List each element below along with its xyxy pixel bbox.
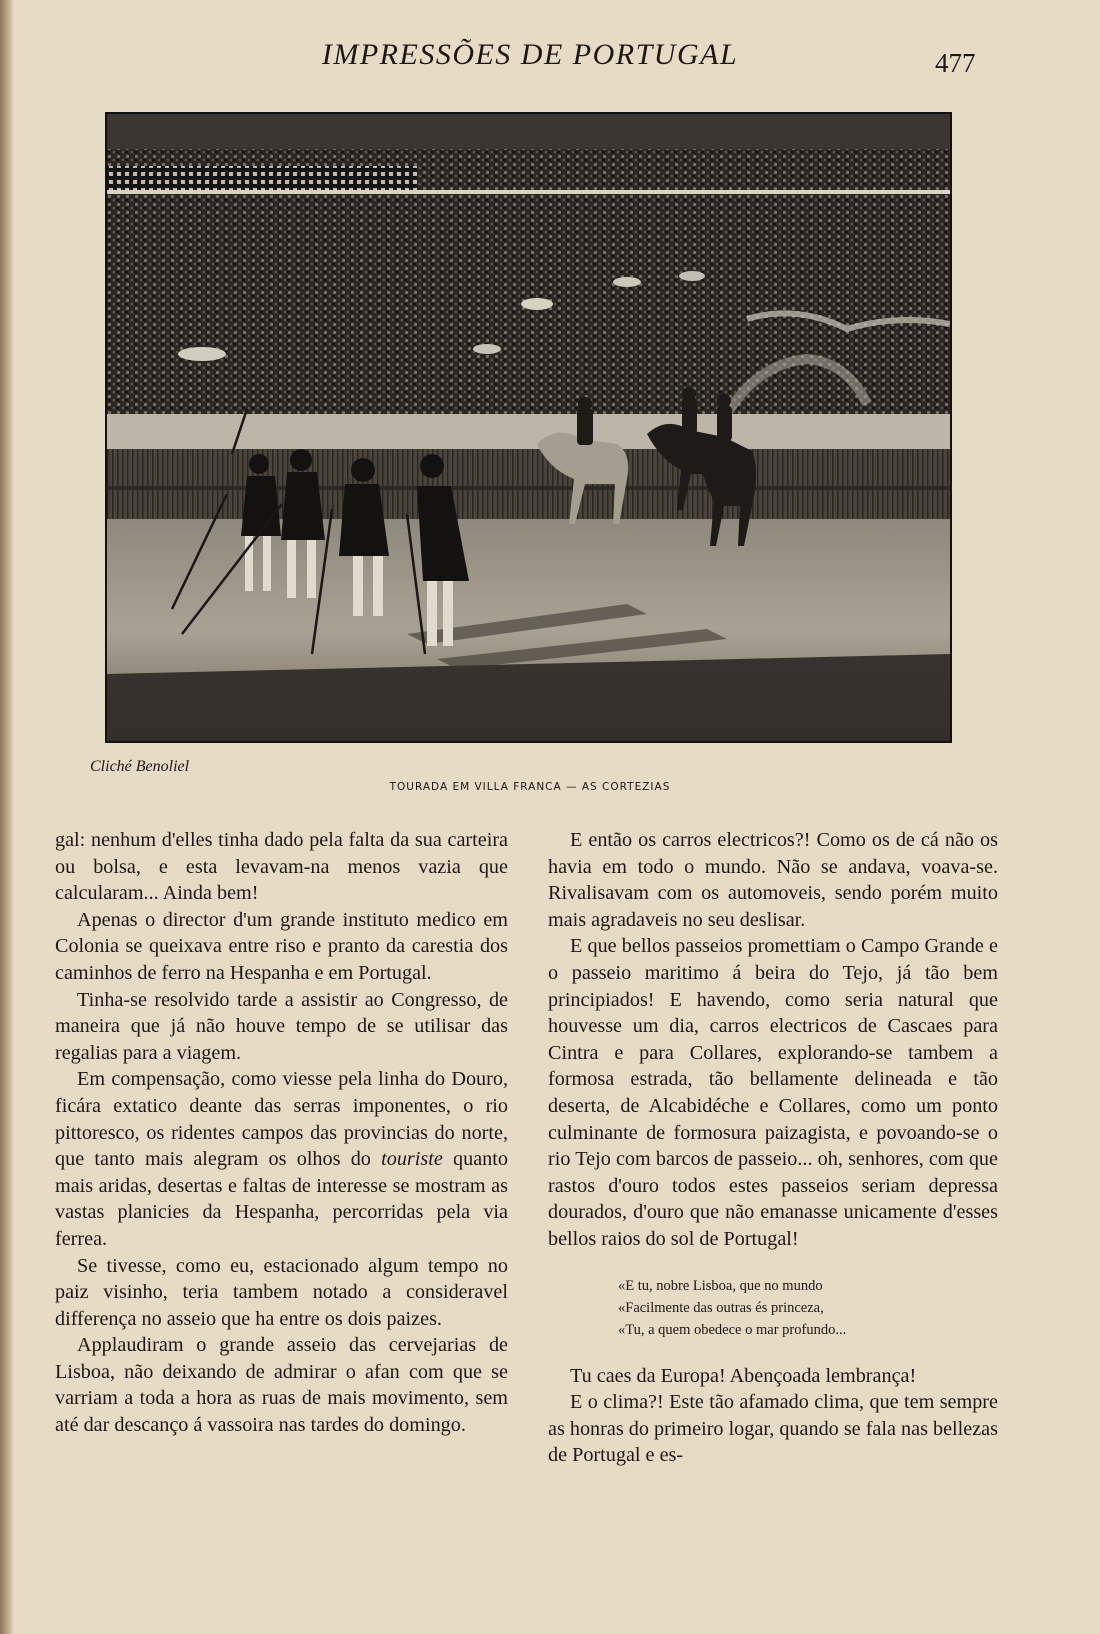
running-title: IMPRESSÕES DE PORTUGAL [321, 38, 739, 71]
paragraph: Apenas o director d'um grande instituto medico em Colonia se queixava entre riso e pranto da carestia dos caminhos de ferro na Hespanha e em Portugal. [55, 908, 508, 984]
left-text-column [55, 827, 508, 1439]
paragraph: E que bellos passeios promettiam o Campo Grande e o passeio maritimo á beira do Tejo, já tão bem principiados! E havendo, como seria natural que houvesse um dia, carros electricos de Cascaes para Cintra e para Collares, explorando-se tambem a formosa estrada, tão bellamente delineada e tão deserta, de Alcabidéche e Collares, como um ponto culminante de formosura paizagista, e povoando-se o rio Tejo com barcos de passeio... oh, senhores, com que rastos d'ouro todos estes passeios seriam depressa dourados, d'ouro que não emanasse unicamente d'esses bellos raios do sol de Portugal! [548, 935, 998, 1250]
photo-credit: Cliché Benoliel [90, 758, 190, 775]
right-text-column [548, 827, 998, 1469]
paragraph-text: quanto mais aridas, desertas e faltas de interesse se mostram as vastas planicies da Hespanha, percorridas pela via ferrea. [55, 1148, 508, 1250]
paragraph: Tu caes da Europa! Abençoada lembrança! [570, 1364, 917, 1387]
page-number: 477 [935, 48, 976, 78]
page-binding-edge [0, 0, 14, 1634]
paragraph: E o clima?! Este tão afamado clima, que tem sempre as honras do primeiro logar, quando se fala nas bellezas de Portugal e es- [548, 1391, 998, 1467]
paragraph-text: Em compensação, como viesse pela linha do Douro, ficára extatico deante das serras imponentes, o rio pittoresco, os ridentes campos das provincias do norte, que tanto mais alegram os olhos do [55, 1068, 508, 1171]
italic-word: touriste [381, 1148, 443, 1171]
paragraph: gal: nenhum d'elles tinha dado pela falta da sua carteira ou bolsa, e esta levavam-na menos vazia que calcularam... Ainda bem! [55, 829, 508, 905]
paragraph: Applaudiram o grande asseio das cervejarias de Lisboa, não deixando de admirar o afan com que se varriam a toda a hora as ruas de mais movimento, sem até dar descanço á vassoira nas tardes do domingo. [55, 1334, 508, 1437]
verse-quotation [618, 1275, 998, 1341]
photo-illustration [107, 114, 950, 741]
bullfight-photograph [105, 112, 952, 743]
verse-line: «Facilmente das outras és princeza, [618, 1299, 824, 1316]
paragraph: Se tivesse, como eu, estacionado algum tempo no paiz visinho, teria tambem notado a consideravel differença no asseio que ha entre os dois paizes. [55, 1254, 508, 1330]
verse-line: «Tu, a quem obedece o mar profundo... [618, 1321, 847, 1338]
paragraph: Tinha-se resolvido tarde a assistir ao Congresso, de maneira que já não houve tempo de se utilisar das regalias para a viagem. [55, 988, 508, 1064]
photo-caption: TOURADA EM VILLA FRANCA — AS CORTEZIAS [389, 781, 671, 793]
paragraph: E então os carros electricos?! Como os de cá não os havia em todo o mundo. Não se andava, voava-se. Rivalisavam com os automoveis, sendo porém muito mais agradaveis no seu deslisar. [548, 829, 998, 931]
paragraph [55, 1066, 508, 1252]
verse-line: «E tu, nobre Lisboa, que no mundo [618, 1277, 823, 1294]
